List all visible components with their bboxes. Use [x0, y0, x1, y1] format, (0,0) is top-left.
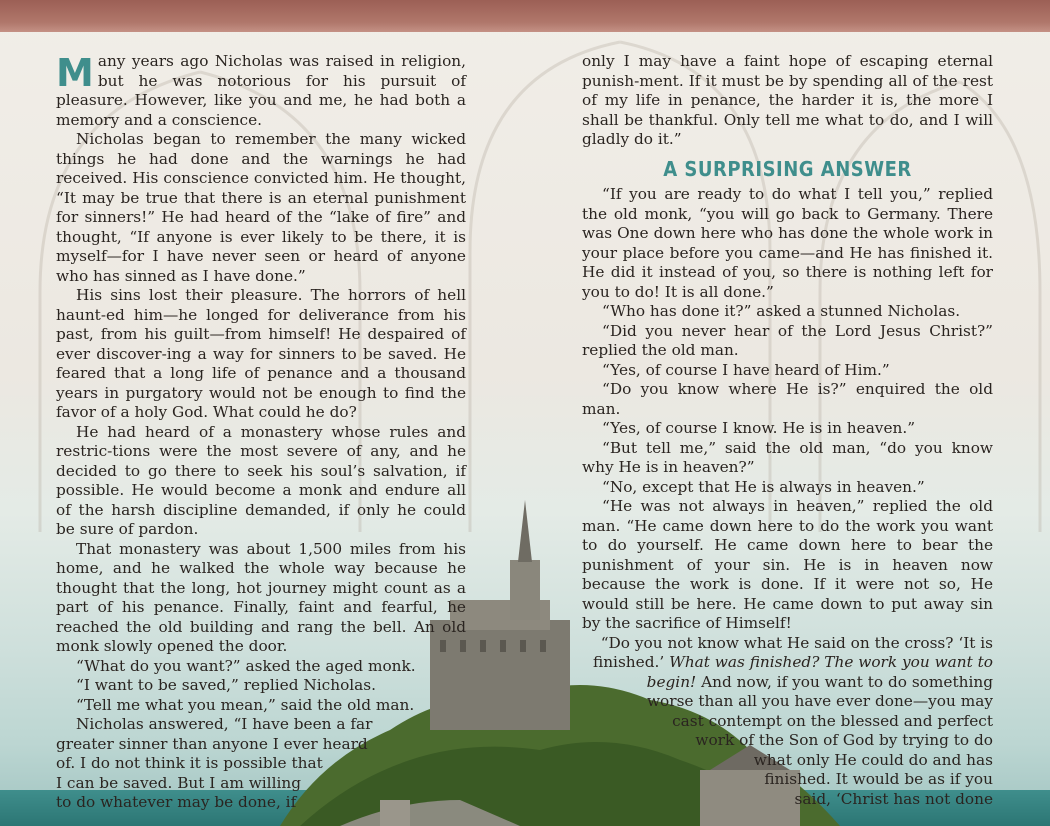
paragraph-wrapped-lines [56, 715, 466, 813]
paragraph: That monastery was about 1,500 miles from his home, and he walked the whole way because he thought that the long, hot journey might count as a part of his penance. Finally, faint and fearful, he reached the old building and rang the bell. An old monk slowly opened the door. [56, 539, 466, 655]
right-text-column [582, 52, 993, 809]
text-line: said, ‘Christ has not done [794, 789, 993, 808]
text-line: of. I do not think it is possible that [56, 754, 323, 772]
text-line: I can be saved. But I am willing [56, 773, 301, 792]
left-text-column [56, 52, 466, 813]
paragraph: “Yes, of course I know. He is in heaven.” [602, 419, 916, 437]
drop-cap: M [56, 51, 94, 95]
paragraph-text: any years ago Nicholas was raised in religion, but he was notorious for his pursuit of pleasure. However, like you and me, he had both a memory and a conscience. [56, 52, 466, 129]
paragraph: “But tell me,” said the old man, “do you know why He is in heaven?” [582, 438, 993, 476]
paragraph-wrapped-lines [582, 634, 993, 810]
text-segment: And now, if you want to do something [701, 672, 993, 691]
paragraph: “Tell me what you mean,” said the old man. [76, 695, 415, 714]
paragraph: His sins lost their pleasure. The horrors of hell haunt-ed him—he longed for deliverance from his past, from his guilt—from himself! He despaired of ever discover-ing a way for sinners to be saved. He feared that a long life of penance and a thousand years in purgatory would not be enough to find the favor of a holy God. What could he do? [56, 286, 466, 421]
text-line: to do whatever may be done, if [56, 793, 297, 811]
text-line: greater sinner than anyone I ever heard [56, 734, 368, 753]
paragraph: “He was not always in heaven,” replied the old man. “He came down here to do the work you want to do yourself. He came down here to bear the punishment of your sin. He is in heaven now because the work is done. If it were not so, He would still be here. He came down to put away sin by the sacrifice of Himself! [582, 497, 993, 632]
text-line: cast contempt on the blessed and perfect [672, 711, 993, 730]
paragraph: “No, except that He is always in heaven.” [602, 477, 925, 496]
text-line: Nicholas answered, “I have been a far [76, 715, 373, 733]
text-line [582, 673, 993, 693]
paragraph: only I may have a faint hope of escaping eternal punish-ment. If it must be by spending all of the rest of my life in penance, the harder it is, the more I shall be thankful. Only tell me what to do, and I will gladly do it.” [582, 52, 993, 148]
section-heading: A SURPRISING ANSWER [663, 156, 912, 181]
paragraph: Nicholas began to remember the many wicked things he had done and the warnings he had received. His conscience convicted him. He thought, “It may be true that there is an eternal punishment for sinners!” He had heard of the “lake of fire” and thought, “If anyone is ever likely to be there, it is myself—for I have never seen or heard of anyone who has sinned as I have done.” [56, 130, 466, 285]
italic-text: begin! [646, 672, 697, 691]
paragraph: “Did you never hear of the Lord Jesus Christ?” replied the old man. [582, 321, 993, 359]
text-line: “Do you not know what He said on the cross? ‘It is [600, 633, 993, 652]
paragraph: “Yes, of course I have heard of Him.” [602, 360, 890, 379]
text-line: work of the Son of God by trying to do [695, 731, 993, 749]
text-line [582, 653, 993, 673]
paragraph: “I want to be saved,” replied Nicholas. [76, 676, 377, 694]
text-line: worse than all you have ever done—you may [646, 692, 993, 710]
paragraph: “If you are ready to do what I tell you,” replied the old monk, “you will go back to Germany. There was One down here who has done the whole work in your place before you came—and He has finished it. He did it instead of you, so there is nothing left for you to do! It is all done.” [582, 185, 993, 301]
text-segment: finished.’ [593, 653, 665, 671]
paragraph [56, 52, 466, 130]
paragraph: He had heard of a monastery whose rules and restric-tions were the most severe of any, and he decided to go there to seek his soul’s salvation, if possible. He would become a monk and endure all of the harsh discipline demanded, if only he could be sure of pardon. [56, 422, 466, 538]
top-decorative-band [0, 0, 1050, 32]
paragraph: “Do you know where He is?” enquired the old man. [582, 380, 993, 418]
italic-text: What was finished? The work you want to [669, 653, 993, 671]
text-line: finished. It would be as if you [764, 770, 993, 788]
paragraph: “Who has done it?” asked a stunned Nicholas. [602, 302, 961, 320]
paragraph: “What do you want?” asked the aged monk. [76, 656, 416, 675]
text-line: what only He could do and has [753, 750, 993, 769]
